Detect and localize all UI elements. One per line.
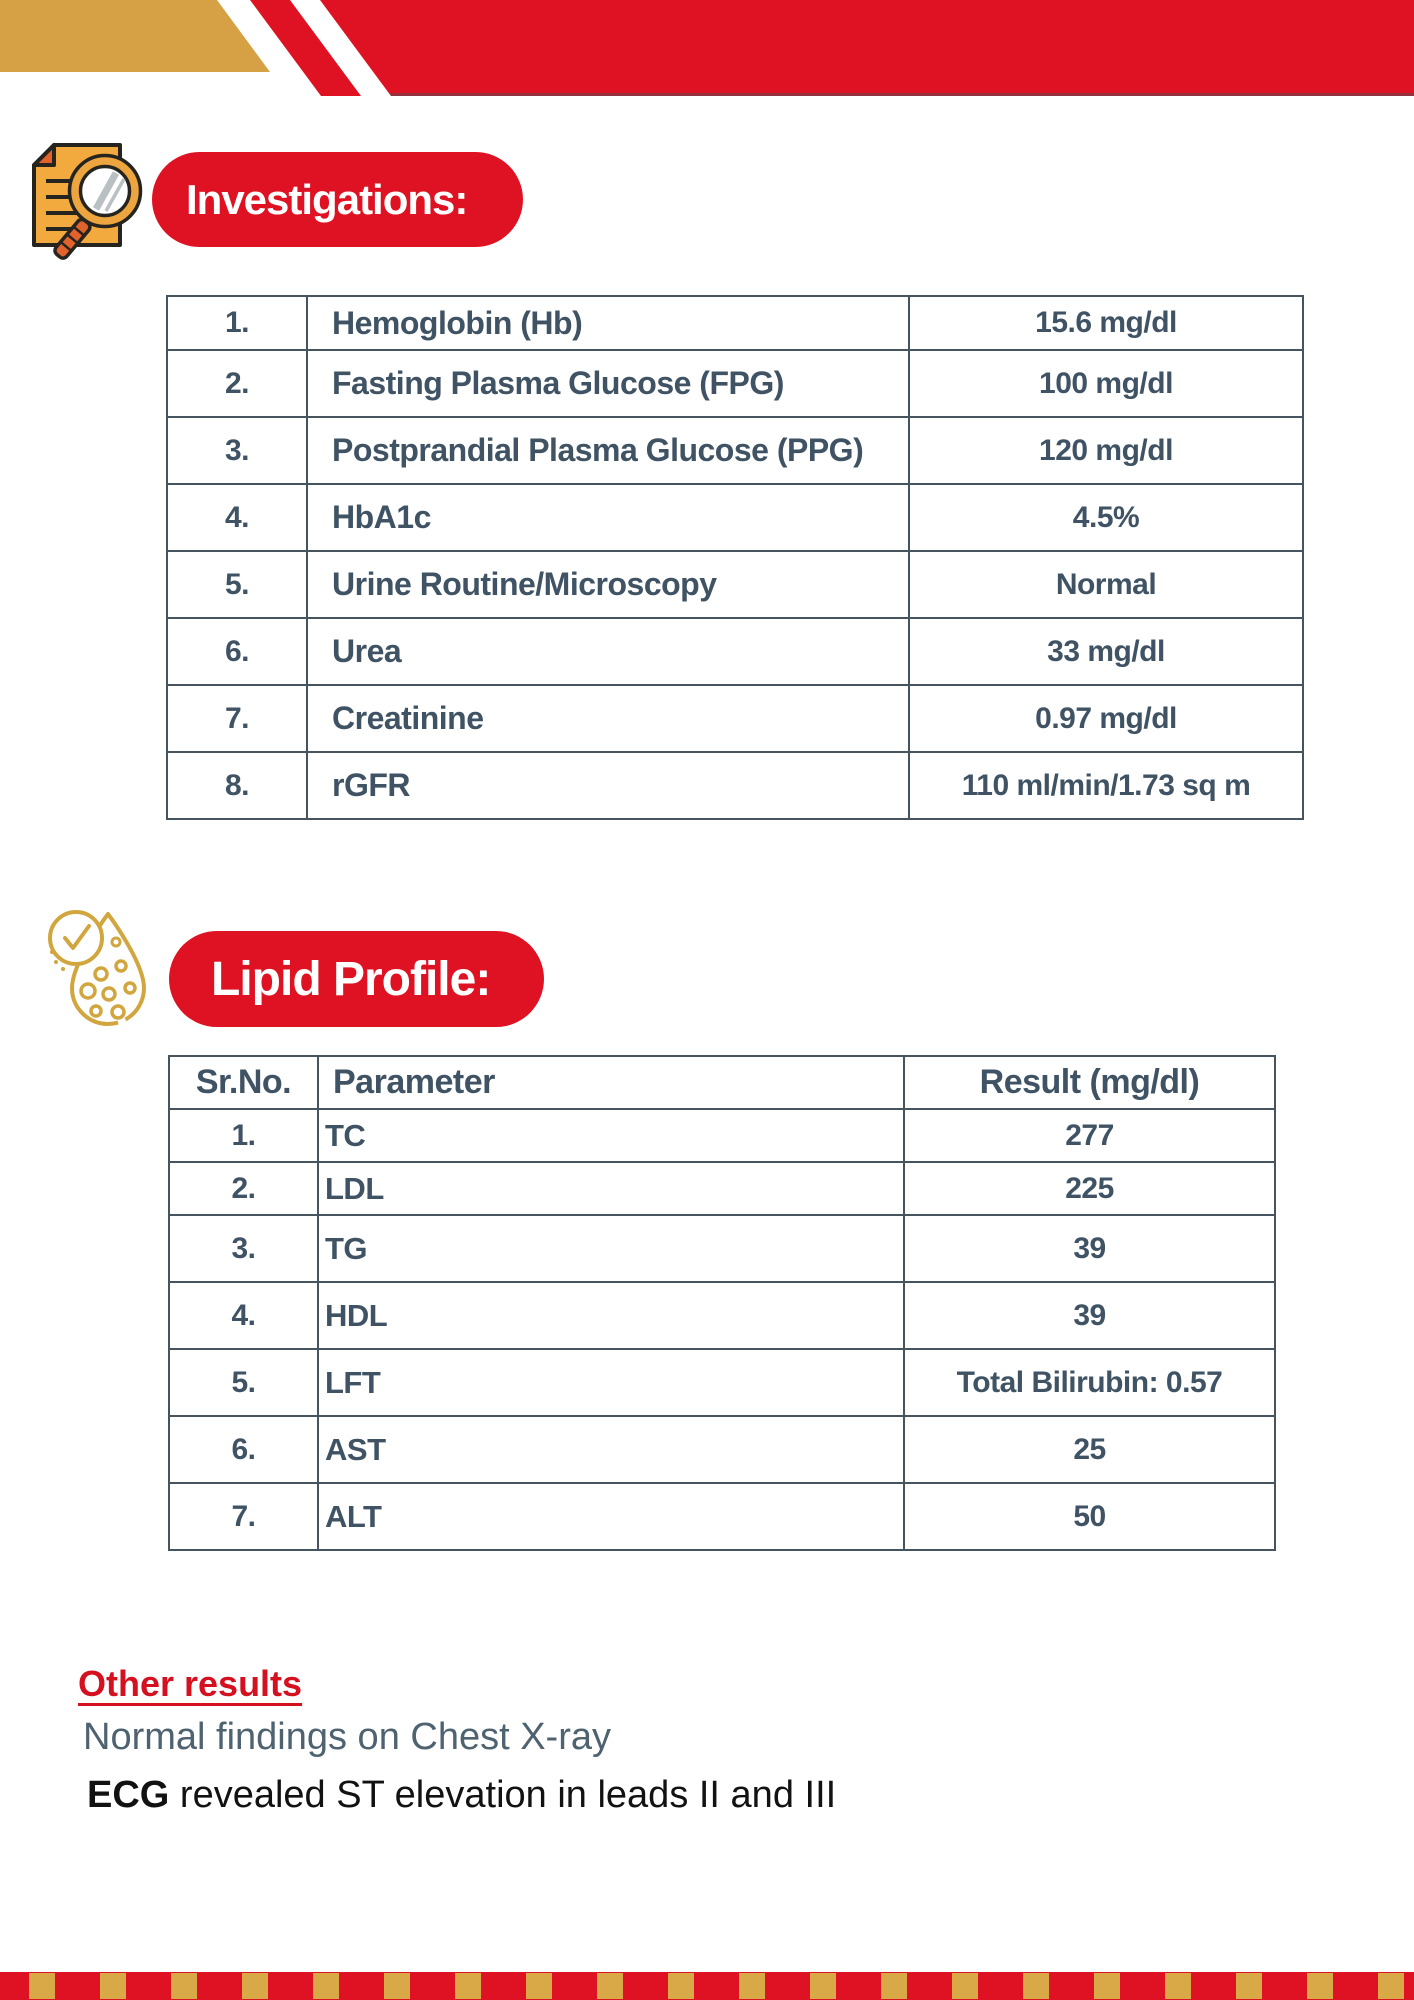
cell-sr: 5. [169, 1349, 318, 1416]
bottom-banner [0, 1972, 1414, 2000]
cell-label: Urine Routine/Microscopy [307, 551, 909, 618]
cell-value: Normal [909, 551, 1303, 618]
cell-sr: 2. [169, 1162, 318, 1215]
cell-sr: 4. [169, 1282, 318, 1349]
table-row [167, 685, 1303, 752]
cell-label: ALT [318, 1483, 904, 1550]
cell-label: Fasting Plasma Glucose (FPG) [307, 350, 909, 417]
cell-sr: 3. [169, 1215, 318, 1282]
cell-sr: 4. [167, 484, 307, 551]
cell-value: 33 mg/dl [909, 618, 1303, 685]
table-row [169, 1282, 1275, 1349]
table-row [167, 296, 1303, 350]
cell-value: 4.5% [909, 484, 1303, 551]
header-parameter: Parameter [318, 1056, 904, 1109]
cell-label: Urea [307, 618, 909, 685]
cell-sr: 7. [167, 685, 307, 752]
cell-sr: 5. [167, 551, 307, 618]
cell-value: 39 [904, 1282, 1275, 1349]
table-row [169, 1215, 1275, 1282]
cell-value: 110 ml/min/1.73 sq m [909, 752, 1303, 819]
cell-label: LFT [318, 1349, 904, 1416]
cell-value: 25 [904, 1416, 1275, 1483]
cell-value: 225 [904, 1162, 1275, 1215]
investigations-title-pill [152, 152, 523, 247]
cell-label: HDL [318, 1282, 904, 1349]
header-result: Result (mg/dl) [904, 1056, 1275, 1109]
cell-sr: 2. [167, 350, 307, 417]
table-row [169, 1162, 1275, 1215]
cell-label: AST [318, 1416, 904, 1483]
cell-label: rGFR [307, 752, 909, 819]
cell-sr: 7. [169, 1483, 318, 1550]
cell-sr: 6. [167, 618, 307, 685]
investigations-title: Investigations: [186, 175, 468, 223]
cell-label: TG [318, 1215, 904, 1282]
header-sr-no: Sr.No. [169, 1056, 318, 1109]
cell-sr: 6. [169, 1416, 318, 1483]
cell-value: Total Bilirubin: 0.57 [904, 1349, 1275, 1416]
ecg-finding [87, 1774, 836, 1817]
lipid-header-row [169, 1056, 1275, 1109]
other-results-heading: Other results [78, 1663, 303, 1704]
cell-sr: 1. [167, 296, 307, 350]
table-row [169, 1483, 1275, 1550]
document-magnifier-icon [22, 133, 147, 273]
table-row [169, 1349, 1275, 1416]
table-row [167, 350, 1303, 417]
cell-value: 15.6 mg/dl [909, 296, 1303, 350]
cell-label: Hemoglobin (Hb) [307, 296, 909, 350]
lipid-title-pill [169, 931, 544, 1027]
cell-value: 277 [904, 1109, 1275, 1162]
table-row [167, 484, 1303, 551]
cell-sr: 3. [167, 417, 307, 484]
table-row [169, 1416, 1275, 1483]
ecg-label: ECG [87, 1774, 170, 1816]
cell-value: 120 mg/dl [909, 417, 1303, 484]
table-row [167, 618, 1303, 685]
lipid-table [168, 1055, 1276, 1551]
cell-value: 39 [904, 1215, 1275, 1282]
table-row [167, 417, 1303, 484]
droplet-check-icon [46, 896, 156, 1036]
cell-value: 50 [904, 1483, 1275, 1550]
cell-value: 0.97 mg/dl [909, 685, 1303, 752]
chest-xray-finding: Normal findings on Chest X-ray [83, 1716, 611, 1758]
cell-sr: 8. [167, 752, 307, 819]
table-row [167, 752, 1303, 819]
ecg-text: revealed ST elevation in leads II and III [169, 1774, 837, 1816]
investigations-table [166, 295, 1304, 820]
lipid-title: Lipid Profile: [211, 952, 491, 1006]
cell-value: 100 mg/dl [909, 350, 1303, 417]
cell-label: HbA1c [307, 484, 909, 551]
cell-label: Creatinine [307, 685, 909, 752]
cell-label: LDL [318, 1162, 904, 1215]
cell-label: TC [318, 1109, 904, 1162]
cell-sr: 1. [169, 1109, 318, 1162]
cell-label: Postprandial Plasma Glucose (PPG) [307, 417, 909, 484]
table-row [167, 551, 1303, 618]
table-row [169, 1109, 1275, 1162]
